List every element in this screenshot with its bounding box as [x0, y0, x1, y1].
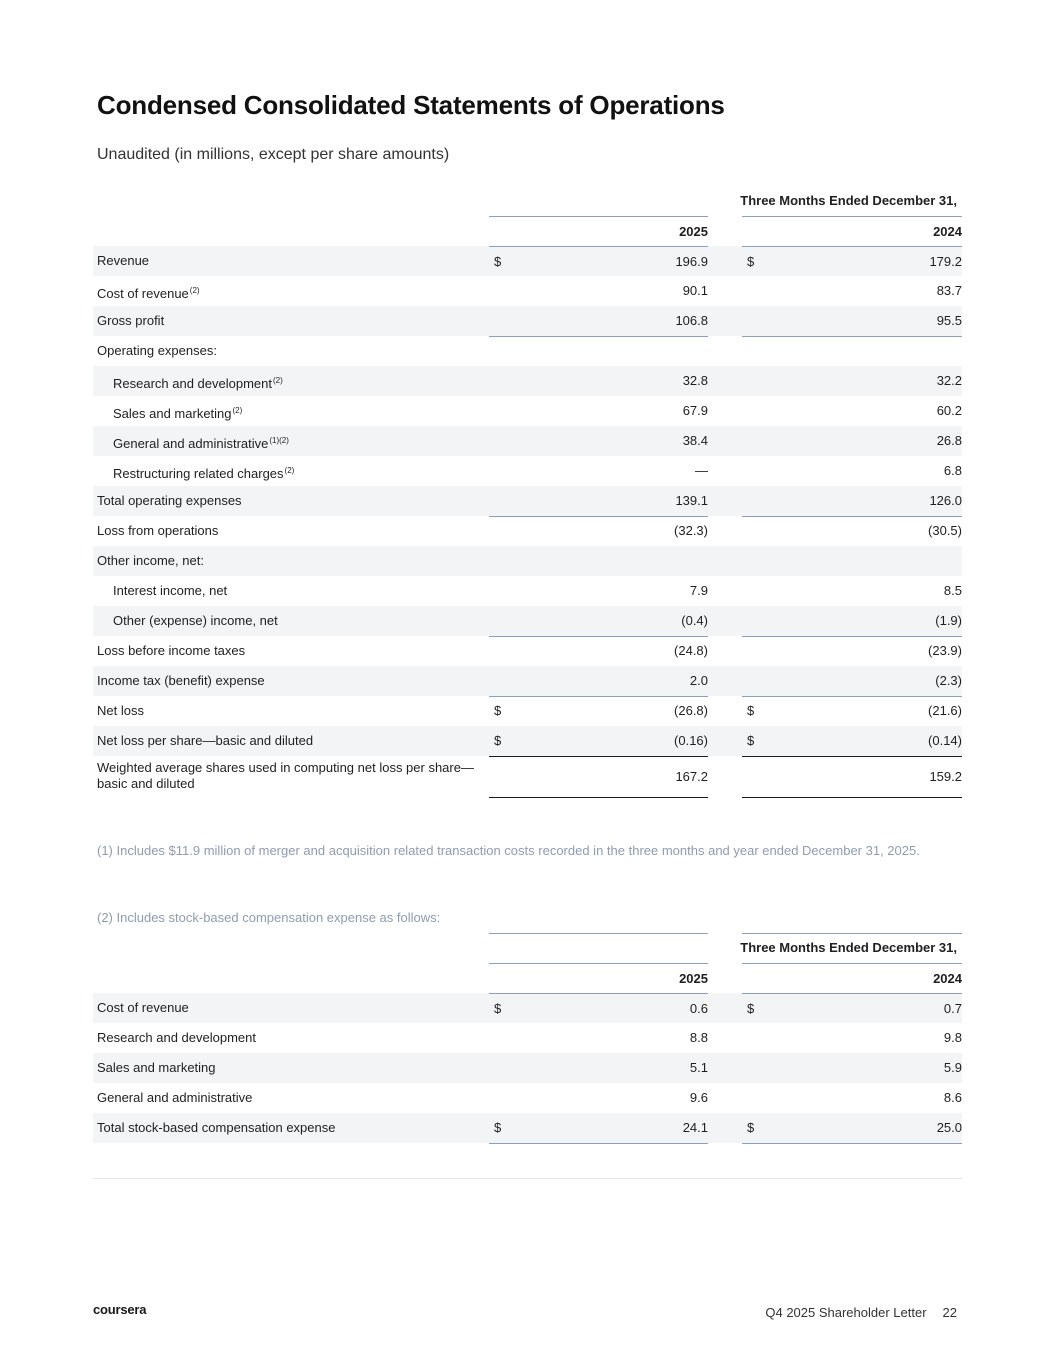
- table-row-operating-expenses-heading: [93, 336, 962, 366]
- operations-table: [93, 186, 962, 797]
- stock-compensation-table: [93, 933, 962, 1143]
- table-row-sales-marketing: [93, 396, 962, 426]
- row-label: Sales and marketing$^{(2)}$: [113, 406, 243, 421]
- value-2025: 90.1: [682, 283, 708, 298]
- value-2025: (0.16): [674, 733, 708, 748]
- currency-symbol: $: [747, 733, 755, 748]
- row-label: Research and development$^{(2)}$: [113, 376, 283, 391]
- page-title: Condensed Consolidated Statements of Operations: [97, 90, 725, 120]
- table-row-net-loss-per-share: [93, 726, 962, 756]
- value-2025: (24.8): [674, 643, 708, 658]
- footnote-1: (1) Includes $11.9 million of merger and acquisition related transaction costs recorded in the three months and year ended December 31, 2025.: [97, 843, 920, 858]
- value-2025: (32.3): [674, 523, 708, 538]
- value-2024: 32.2: [936, 373, 962, 388]
- table-row-sbc-cost-of-revenue: [93, 993, 962, 1023]
- period-header: Three Months Ended December 31,: [740, 940, 957, 955]
- value-2024: 5.9: [943, 1060, 962, 1075]
- value-2024: (21.6): [928, 703, 962, 718]
- table-row-income-tax: [93, 666, 962, 696]
- value-2025: 196.9: [675, 254, 708, 269]
- table-header-years: [93, 963, 962, 993]
- footnote-ref: (2): [189, 286, 200, 295]
- row-label: Revenue: [97, 253, 150, 268]
- value-2024: (30.5): [928, 523, 962, 538]
- row-label: Total operating expenses: [97, 493, 242, 508]
- value-2025: 2.0: [689, 673, 708, 688]
- year-2025-header: 2025: [489, 216, 708, 247]
- currency-symbol: $: [747, 1001, 755, 1016]
- row-label: General and administrative: [97, 1090, 253, 1105]
- currency-symbol: $: [494, 733, 502, 748]
- row-label: Sales and marketing: [97, 1060, 216, 1075]
- table-header-period: [93, 933, 962, 963]
- table-row-general-administrative: [93, 426, 962, 456]
- currency-symbol: $: [747, 254, 755, 269]
- footnote-ref: (1)(2): [269, 436, 289, 445]
- currency-symbol: $: [747, 1120, 755, 1135]
- value-2024: 9.8: [943, 1030, 962, 1045]
- period-header: Three Months Ended December 31,: [740, 193, 957, 208]
- table-row-other-expense-income: [93, 606, 962, 636]
- row-label: Interest income, net: [113, 583, 228, 598]
- value-2025: 167.2: [675, 769, 708, 784]
- coursera-logo: coursera: [93, 1302, 147, 1317]
- value-2024: 26.8: [936, 433, 962, 448]
- year-2024-header: 2024: [742, 216, 962, 247]
- table-row-gross-profit: [93, 306, 962, 336]
- row-label: Net loss per share—basic and diluted: [97, 733, 314, 748]
- row-label: Loss from operations: [97, 523, 219, 538]
- table-row-other-income-heading: [93, 546, 962, 576]
- value-2024: 179.2: [929, 254, 962, 269]
- footnote-ref: (2): [232, 406, 243, 415]
- value-2024: (0.14): [928, 733, 962, 748]
- value-2025: 8.8: [689, 1030, 708, 1045]
- value-2025: 0.6: [689, 1001, 708, 1016]
- value-2025: (26.8): [674, 703, 708, 718]
- value-2025: —: [695, 463, 708, 478]
- footnote-ref: (2): [273, 376, 283, 385]
- value-2024: 95.5: [936, 313, 962, 328]
- table-row-cost-of-revenue: [93, 276, 962, 306]
- value-2024: (1.9): [935, 613, 962, 628]
- row-label: Operating expenses:: [97, 343, 217, 358]
- row-label: Other (expense) income, net: [113, 613, 278, 628]
- table-row-loss-from-operations: [93, 516, 962, 546]
- value-2024: 126.0: [929, 493, 962, 508]
- value-2024: (2.3): [935, 673, 962, 688]
- value-2024: 6.8: [943, 463, 962, 478]
- table-header-years: [93, 216, 962, 246]
- currency-symbol: $: [494, 254, 502, 269]
- table-row-net-loss: [93, 696, 962, 726]
- value-2025: (0.4): [681, 613, 708, 628]
- row-label: Gross profit: [97, 313, 165, 328]
- value-2024: 0.7: [943, 1001, 962, 1016]
- footnote-ref: (2): [284, 466, 295, 475]
- row-label: General and administrative$^{(1)(2)}$: [113, 436, 289, 451]
- value-2025: 32.8: [682, 373, 708, 388]
- table-row-revenue: [93, 246, 962, 276]
- row-label: Cost of revenue$^{(2)}$: [97, 286, 200, 301]
- value-2025: 9.6: [689, 1090, 708, 1105]
- table-header-period: [93, 186, 962, 216]
- value-2024: 8.6: [943, 1090, 962, 1105]
- value-2024: 25.0: [936, 1120, 962, 1135]
- table-row-research-development: [93, 366, 962, 396]
- value-2025: 67.9: [682, 403, 708, 418]
- row-label: Other income, net:: [97, 553, 204, 568]
- row-label: Total stock-based compensation expense: [97, 1120, 336, 1135]
- value-2024: 60.2: [936, 403, 962, 418]
- table-row-restructuring: [93, 456, 962, 486]
- page-number: 22: [942, 1305, 957, 1320]
- table-row-sbc-sales-marketing: [93, 1053, 962, 1083]
- table-row-interest-income: [93, 576, 962, 606]
- table-row-weighted-average-shares: [93, 756, 962, 797]
- row-label: Cost of revenue: [97, 1000, 189, 1015]
- currency-symbol: $: [494, 1120, 502, 1135]
- year-2024-header: 2024: [742, 963, 962, 994]
- table-row-loss-before-taxes: [93, 636, 962, 666]
- currency-symbol: $: [494, 1001, 502, 1016]
- page-footer: [765, 1305, 957, 1320]
- value-2025: 5.1: [689, 1060, 708, 1075]
- value-2024: 83.7: [936, 283, 962, 298]
- table-row-sbc-total: [93, 1113, 962, 1143]
- value-2025: 38.4: [682, 433, 708, 448]
- row-label: Research and development: [97, 1030, 256, 1045]
- row-label: Income tax (benefit) expense: [97, 673, 265, 688]
- row-label: Loss before income taxes: [97, 643, 246, 658]
- value-2024: (23.9): [928, 643, 962, 658]
- row-label: Weighted average shares used in computing net loss per share—basic and diluted: [97, 760, 474, 791]
- currency-symbol: $: [494, 703, 502, 718]
- currency-symbol: $: [747, 703, 755, 718]
- value-2025: 7.9: [689, 583, 708, 598]
- document-title: Q4 2025 Shareholder Letter: [765, 1305, 927, 1320]
- table-row-total-operating-expenses: [93, 486, 962, 516]
- table-row-sbc-research-development: [93, 1023, 962, 1053]
- value-2025: 139.1: [675, 493, 708, 508]
- table-row-sbc-general-administrative: [93, 1083, 962, 1113]
- row-label: Restructuring related charges$^{(2)}$: [113, 466, 295, 481]
- row-label: Net loss: [97, 703, 144, 718]
- section-divider: [93, 1178, 962, 1179]
- value-2025: 106.8: [675, 313, 708, 328]
- value-2025: 24.1: [682, 1120, 708, 1135]
- value-2024: 8.5: [943, 583, 962, 598]
- year-2025-header: 2025: [489, 963, 708, 994]
- value-2024: 159.2: [929, 769, 962, 784]
- page-subtitle: Unaudited (in millions, except per share amounts): [97, 146, 450, 163]
- footnote-2: (2) Includes stock-based compensation expense as follows:: [97, 910, 441, 925]
